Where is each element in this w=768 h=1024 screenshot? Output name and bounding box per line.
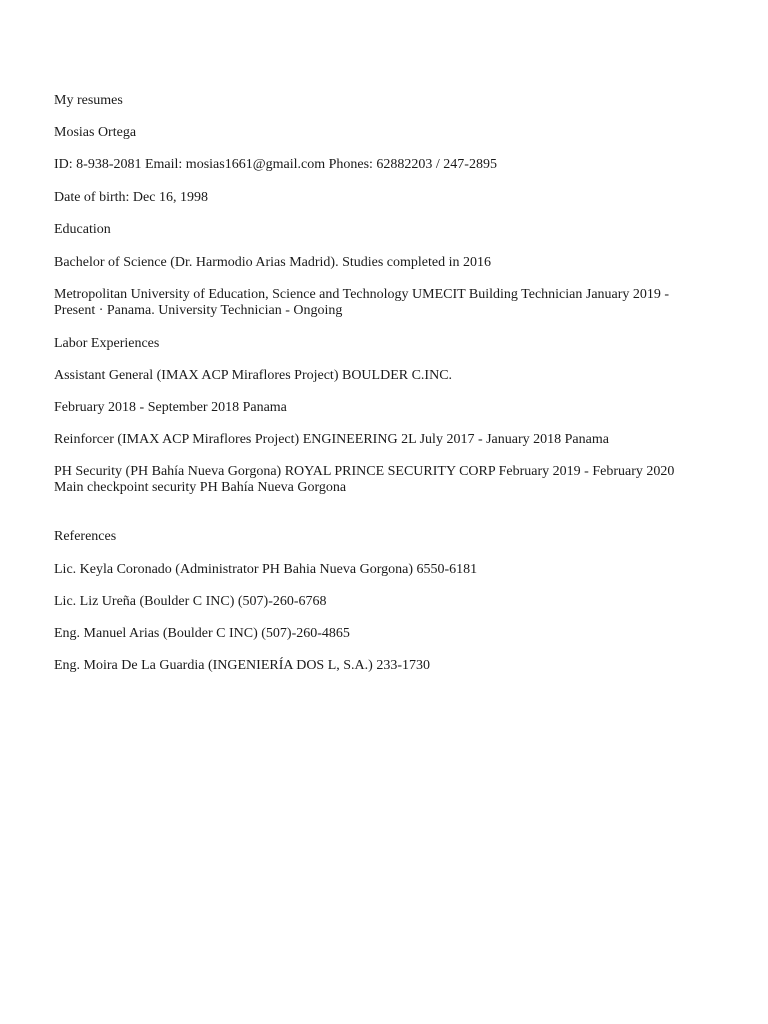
education-heading: Education [54, 222, 111, 237]
labor-item-4: PH Security (PH Bahía Nueva Gorgona) ROYAL PRINCE SECURITY CORP February 2019 - February 2020 Main checkpoint security PH Bahía Nueva Gorgona [54, 464, 675, 495]
document-heading: My resumes [54, 93, 123, 108]
reference-item-1: Lic. Keyla Coronado (Administrator PH Bahia Nueva Gorgona) 6550-6181 [54, 562, 478, 577]
labor-item-2: February 2018 - September 2018 Panama [54, 400, 287, 415]
labor-item-3: Reinforcer (IMAX ACP Miraflores Project) ENGINEERING 2L July 2017 - January 2018 Panama [54, 432, 609, 447]
contact-info: ID: 8-938-2081 Email: mosias1661@gmail.com Phones: 62882203 / 247-2895 [54, 157, 497, 172]
reference-item-3: Eng. Manuel Arias (Boulder C INC) (507)-260-4865 [54, 626, 350, 641]
education-item-2: Metropolitan University of Education, Science and Technology UMECIT Building Technician January 2019 - Present · Panama. University Technician - Ongoing [54, 287, 670, 318]
labor-item-1: Assistant General (IMAX ACP Miraflores Project) BOULDER C.INC. [54, 368, 453, 383]
reference-item-4: Eng. Moira De La Guardia (INGENIERÍA DOS L, S.A.) 233-1730 [54, 658, 430, 673]
date-of-birth: Date of birth: Dec 16, 1998 [54, 190, 208, 205]
reference-item-2: Lic. Liz Ureña (Boulder C INC) (507)-260-6768 [54, 594, 327, 609]
education-item-1: Bachelor of Science (Dr. Harmodio Arias Madrid). Studies completed in 2016 [54, 255, 492, 270]
person-name: Mosias Ortega [54, 125, 137, 140]
references-heading: References [54, 529, 117, 544]
labor-heading: Labor Experiences [54, 336, 160, 351]
